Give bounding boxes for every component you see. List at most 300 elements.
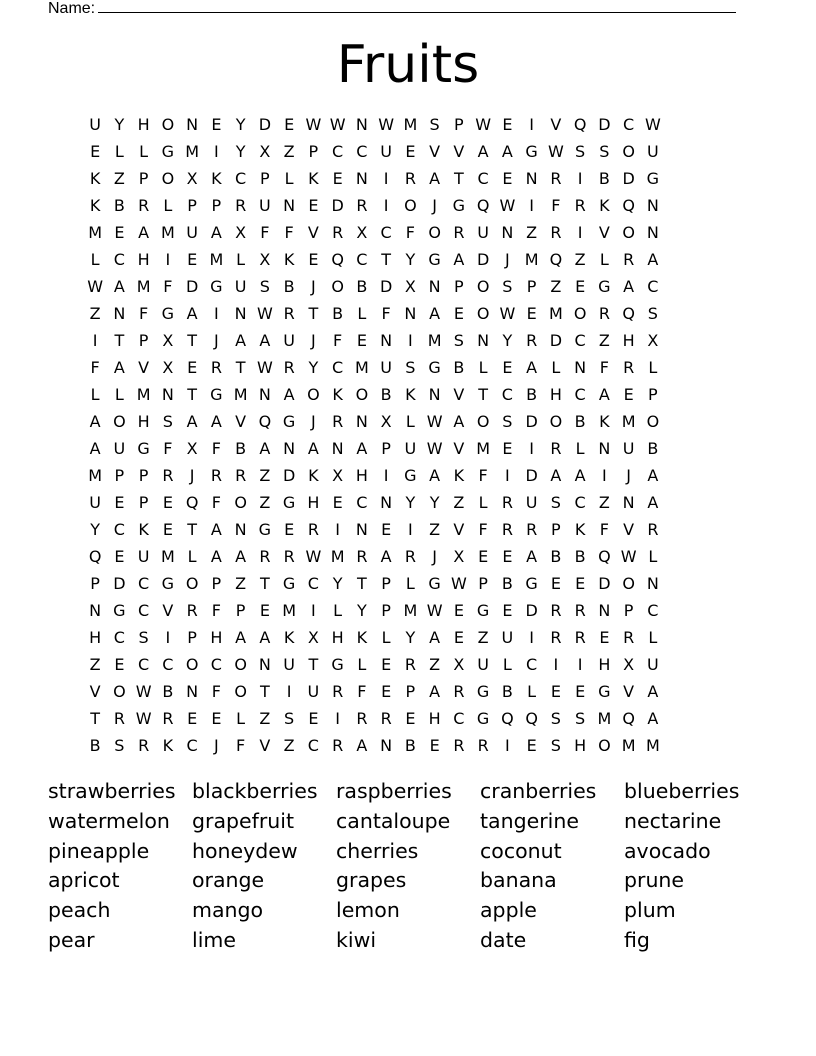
grid-letter[interactable]: O: [234, 682, 247, 701]
grid-letter[interactable]: E: [90, 142, 101, 161]
grid-letter[interactable]: L: [405, 412, 415, 431]
grid-letter[interactable]: U: [89, 493, 101, 512]
grid-letter[interactable]: O: [234, 493, 247, 512]
grid-letter[interactable]: S: [599, 142, 610, 161]
grid-letter[interactable]: F: [357, 682, 367, 701]
grid-letter[interactable]: L: [648, 358, 658, 377]
grid-letter[interactable]: I: [577, 655, 583, 674]
grid-letter[interactable]: Z: [283, 142, 295, 161]
grid-letter[interactable]: A: [89, 412, 101, 431]
grid-letter[interactable]: O: [185, 574, 199, 593]
grid-letter[interactable]: A: [647, 466, 659, 485]
grid-letter[interactable]: I: [214, 304, 219, 323]
grid-letter[interactable]: N: [646, 196, 659, 215]
grid-letter[interactable]: T: [90, 709, 101, 728]
grid-letter[interactable]: Q: [525, 709, 538, 728]
grid-letter[interactable]: V: [453, 385, 465, 404]
grid-letter[interactable]: Y: [405, 493, 416, 512]
grid-letter[interactable]: M: [233, 385, 248, 404]
grid-letter[interactable]: Q: [476, 196, 490, 215]
grid-letter[interactable]: V: [550, 115, 562, 134]
grid-letter[interactable]: E: [429, 736, 440, 755]
grid-letter[interactable]: L: [551, 358, 561, 377]
grid-letter[interactable]: W: [426, 412, 443, 431]
grid-letter[interactable]: F: [478, 466, 488, 485]
grid-letter[interactable]: E: [114, 223, 125, 242]
grid-letter[interactable]: B: [574, 547, 586, 566]
grid-letter[interactable]: S: [429, 115, 440, 134]
grid-letter[interactable]: J: [189, 466, 195, 485]
grid-letter[interactable]: Q: [185, 493, 199, 512]
grid-letter[interactable]: P: [551, 520, 561, 539]
grid-letter[interactable]: S: [502, 412, 513, 431]
grid-letter[interactable]: A: [550, 466, 562, 485]
grid-letter[interactable]: L: [478, 493, 488, 512]
grid-letter[interactable]: P: [454, 277, 464, 296]
grid-letter[interactable]: L: [90, 250, 100, 269]
grid-letter[interactable]: N: [258, 655, 271, 674]
grid-letter[interactable]: G: [428, 358, 441, 377]
grid-letter[interactable]: A: [210, 547, 222, 566]
grid-letter[interactable]: A: [380, 547, 392, 566]
grid-letter[interactable]: G: [210, 277, 223, 296]
grid-letter[interactable]: W: [644, 115, 661, 134]
grid-letter[interactable]: Z: [526, 223, 538, 242]
grid-letter[interactable]: X: [453, 547, 465, 566]
grid-letter[interactable]: X: [404, 277, 416, 296]
grid-letter[interactable]: F: [163, 277, 173, 296]
grid-letter[interactable]: G: [525, 142, 538, 161]
grid-letter[interactable]: R: [453, 682, 465, 701]
grid-letter[interactable]: R: [574, 196, 586, 215]
grid-letter[interactable]: P: [211, 574, 222, 593]
grid-letter[interactable]: I: [335, 709, 340, 728]
grid-letter[interactable]: B: [574, 412, 586, 431]
grid-letter[interactable]: E: [453, 304, 464, 323]
grid-letter[interactable]: V: [453, 142, 465, 161]
grid-letter[interactable]: W: [305, 547, 322, 566]
grid-letter[interactable]: R: [283, 358, 295, 377]
grid-letter[interactable]: Z: [259, 709, 271, 728]
grid-letter[interactable]: I: [553, 655, 559, 674]
grid-letter[interactable]: R: [647, 520, 659, 539]
grid-letter[interactable]: M: [354, 358, 369, 377]
grid-letter[interactable]: C: [623, 115, 635, 134]
grid-letter[interactable]: R: [210, 358, 222, 377]
grid-letter[interactable]: G: [598, 277, 611, 296]
grid-letter[interactable]: E: [599, 628, 610, 647]
grid-letter[interactable]: W: [499, 196, 516, 215]
grid-letter[interactable]: S: [453, 331, 464, 350]
grid-letter[interactable]: U: [404, 439, 417, 458]
grid-letter[interactable]: S: [138, 628, 149, 647]
grid-letter[interactable]: T: [114, 331, 125, 350]
grid-letter[interactable]: R: [235, 196, 247, 215]
grid-letter[interactable]: E: [187, 709, 198, 728]
grid-letter[interactable]: R: [574, 628, 586, 647]
grid-letter[interactable]: O: [355, 385, 369, 404]
grid-letter[interactable]: E: [550, 682, 561, 701]
grid-letter[interactable]: B: [380, 385, 392, 404]
grid-letter[interactable]: B: [113, 196, 125, 215]
grid-letter[interactable]: E: [211, 709, 222, 728]
grid-letter[interactable]: Y: [405, 628, 416, 647]
grid-letter[interactable]: U: [186, 223, 198, 242]
grid-letter[interactable]: E: [259, 601, 270, 620]
grid-letter[interactable]: C: [356, 493, 368, 512]
grid-letter[interactable]: I: [529, 439, 534, 458]
grid-letter[interactable]: C: [526, 655, 538, 674]
grid-letter[interactable]: I: [383, 196, 389, 215]
grid-letter[interactable]: W: [87, 277, 104, 296]
grid-letter[interactable]: I: [577, 169, 583, 188]
grid-letter[interactable]: N: [380, 331, 393, 350]
grid-letter[interactable]: W: [135, 709, 152, 728]
grid-letter[interactable]: G: [282, 574, 296, 593]
grid-letter[interactable]: V: [598, 223, 610, 242]
grid-letter[interactable]: U: [307, 682, 320, 701]
grid-letter[interactable]: J: [505, 250, 510, 269]
grid-letter[interactable]: S: [405, 358, 416, 377]
grid-letter[interactable]: G: [476, 709, 490, 728]
grid-letter[interactable]: Z: [477, 628, 489, 647]
grid-letter[interactable]: D: [282, 466, 296, 485]
grid-letter[interactable]: L: [381, 628, 391, 647]
grid-letter[interactable]: L: [357, 655, 367, 674]
grid-letter[interactable]: P: [138, 169, 149, 188]
grid-letter[interactable]: O: [476, 277, 490, 296]
grid-letter[interactable]: F: [599, 358, 609, 377]
grid-letter[interactable]: N: [355, 412, 368, 431]
grid-letter[interactable]: N: [355, 115, 368, 134]
grid-letter[interactable]: V: [623, 682, 635, 701]
grid-letter[interactable]: B: [526, 385, 538, 404]
grid-letter[interactable]: L: [502, 655, 512, 674]
grid-letter[interactable]: N: [258, 385, 271, 404]
grid-letter[interactable]: R: [550, 223, 562, 242]
grid-letter[interactable]: O: [573, 304, 587, 323]
grid-letter[interactable]: J: [432, 547, 437, 566]
grid-letter[interactable]: D: [185, 277, 199, 296]
grid-letter[interactable]: I: [165, 250, 171, 269]
grid-letter[interactable]: F: [163, 439, 173, 458]
grid-letter[interactable]: C: [307, 736, 319, 755]
grid-letter[interactable]: O: [646, 412, 660, 431]
grid-letter[interactable]: B: [647, 439, 659, 458]
grid-letter[interactable]: O: [161, 169, 175, 188]
grid-letter[interactable]: A: [356, 736, 368, 755]
grid-letter[interactable]: K: [211, 169, 222, 188]
grid-letter[interactable]: K: [574, 520, 586, 539]
grid-letter[interactable]: T: [259, 682, 270, 701]
grid-letter[interactable]: B: [550, 547, 562, 566]
grid-letter[interactable]: R: [623, 628, 635, 647]
grid-letter[interactable]: R: [526, 331, 538, 350]
grid-letter[interactable]: R: [574, 601, 586, 620]
grid-letter[interactable]: J: [214, 331, 219, 350]
grid-letter[interactable]: M: [136, 277, 151, 296]
grid-letter[interactable]: G: [258, 520, 272, 539]
grid-letter[interactable]: A: [647, 682, 659, 701]
grid-letter[interactable]: R: [138, 196, 150, 215]
grid-letter[interactable]: R: [404, 655, 416, 674]
grid-letter[interactable]: A: [235, 628, 247, 647]
grid-letter[interactable]: K: [599, 412, 610, 431]
grid-letter[interactable]: Z: [598, 493, 610, 512]
grid-letter[interactable]: W: [135, 682, 152, 701]
grid-letter[interactable]: P: [138, 466, 149, 485]
grid-letter[interactable]: Y: [235, 115, 246, 134]
grid-letter[interactable]: C: [113, 628, 125, 647]
grid-letter[interactable]: H: [89, 628, 102, 647]
grid-letter[interactable]: M: [185, 142, 200, 161]
grid-letter[interactable]: V: [138, 358, 150, 377]
grid-letter[interactable]: S: [575, 709, 586, 728]
grid-letter[interactable]: L: [527, 682, 537, 701]
grid-letter[interactable]: Y: [90, 520, 101, 539]
grid-letter[interactable]: A: [429, 466, 441, 485]
grid-letter[interactable]: V: [235, 412, 247, 431]
grid-letter[interactable]: P: [90, 574, 100, 593]
grid-letter[interactable]: Q: [501, 709, 514, 728]
grid-letter[interactable]: N: [355, 520, 368, 539]
grid-letter[interactable]: D: [525, 601, 538, 620]
grid-letter[interactable]: G: [404, 466, 417, 485]
grid-letter[interactable]: P: [187, 628, 197, 647]
grid-letter[interactable]: P: [381, 439, 391, 458]
grid-letter[interactable]: N: [186, 682, 199, 701]
grid-letter[interactable]: Q: [598, 547, 611, 566]
grid-letter[interactable]: I: [577, 223, 583, 242]
grid-letter[interactable]: G: [331, 655, 344, 674]
grid-letter[interactable]: F: [260, 223, 270, 242]
grid-letter[interactable]: D: [622, 169, 635, 188]
grid-letter[interactable]: P: [623, 601, 634, 620]
grid-letter[interactable]: Q: [258, 412, 272, 431]
grid-letter[interactable]: H: [137, 412, 150, 431]
grid-letter[interactable]: A: [113, 358, 125, 377]
grid-letter[interactable]: O: [331, 277, 344, 296]
grid-letter[interactable]: S: [575, 142, 586, 161]
grid-letter[interactable]: A: [429, 169, 441, 188]
grid-letter[interactable]: M: [427, 331, 442, 350]
grid-letter[interactable]: E: [502, 547, 513, 566]
grid-letter[interactable]: L: [599, 250, 609, 269]
grid-letter[interactable]: A: [647, 250, 659, 269]
grid-letter[interactable]: G: [598, 682, 611, 701]
grid-letter[interactable]: Y: [114, 115, 125, 134]
grid-letter[interactable]: W: [256, 304, 273, 323]
grid-letter[interactable]: Y: [356, 601, 367, 620]
grid-letter[interactable]: G: [282, 412, 296, 431]
grid-letter[interactable]: O: [307, 385, 320, 404]
grid-letter[interactable]: Z: [598, 331, 610, 350]
grid-letter[interactable]: M: [476, 439, 491, 458]
grid-letter[interactable]: W: [329, 115, 346, 134]
grid-letter[interactable]: E: [550, 574, 561, 593]
grid-letter[interactable]: N: [622, 493, 635, 512]
grid-letter[interactable]: N: [89, 601, 102, 620]
grid-letter[interactable]: N: [428, 277, 441, 296]
grid-letter[interactable]: E: [114, 655, 125, 674]
grid-letter[interactable]: O: [622, 223, 635, 242]
grid-letter[interactable]: E: [381, 682, 392, 701]
grid-letter[interactable]: L: [478, 358, 488, 377]
grid-letter[interactable]: U: [137, 547, 150, 566]
grid-letter[interactable]: R: [235, 466, 247, 485]
grid-letter[interactable]: M: [524, 250, 539, 269]
grid-letter[interactable]: R: [283, 547, 295, 566]
grid-letter[interactable]: U: [525, 493, 538, 512]
grid-letter[interactable]: E: [526, 736, 537, 755]
grid-letter[interactable]: R: [356, 547, 368, 566]
grid-letter[interactable]: W: [426, 601, 443, 620]
grid-letter[interactable]: Z: [550, 277, 562, 296]
grid-letter[interactable]: T: [187, 385, 198, 404]
grid-letter[interactable]: M: [597, 709, 612, 728]
grid-letter[interactable]: P: [138, 331, 149, 350]
grid-letter[interactable]: N: [283, 196, 296, 215]
grid-letter[interactable]: B: [598, 169, 610, 188]
grid-letter[interactable]: F: [478, 520, 488, 539]
grid-letter[interactable]: O: [476, 304, 490, 323]
grid-letter[interactable]: E: [405, 142, 416, 161]
grid-letter[interactable]: W: [620, 547, 637, 566]
grid-letter[interactable]: P: [454, 115, 464, 134]
grid-letter[interactable]: R: [623, 358, 635, 377]
grid-letter[interactable]: X: [623, 655, 635, 674]
grid-letter[interactable]: B: [162, 682, 174, 701]
grid-letter[interactable]: R: [113, 709, 125, 728]
grid-letter[interactable]: U: [647, 142, 659, 161]
grid-letter[interactable]: D: [379, 277, 393, 296]
grid-letter[interactable]: L: [114, 142, 124, 161]
grid-letter[interactable]: A: [113, 277, 125, 296]
grid-letter[interactable]: P: [260, 169, 270, 188]
grid-letter[interactable]: H: [137, 250, 150, 269]
grid-letter[interactable]: S: [284, 709, 295, 728]
grid-letter[interactable]: O: [622, 142, 635, 161]
grid-letter[interactable]: Q: [573, 115, 587, 134]
grid-letter[interactable]: I: [311, 601, 316, 620]
grid-letter[interactable]: X: [332, 466, 344, 485]
grid-letter[interactable]: X: [186, 439, 198, 458]
grid-letter[interactable]: U: [89, 115, 101, 134]
grid-letter[interactable]: C: [332, 142, 344, 161]
grid-letter[interactable]: V: [429, 142, 441, 161]
grid-letter[interactable]: W: [499, 304, 516, 323]
grid-letter[interactable]: N: [525, 169, 538, 188]
grid-letter[interactable]: G: [113, 601, 126, 620]
grid-letter[interactable]: A: [89, 439, 101, 458]
grid-letter[interactable]: E: [114, 547, 125, 566]
grid-letter[interactable]: D: [598, 574, 611, 593]
grid-letter[interactable]: L: [575, 439, 585, 458]
grid-letter[interactable]: E: [478, 547, 489, 566]
grid-letter[interactable]: K: [89, 196, 101, 215]
grid-letter[interactable]: E: [332, 493, 343, 512]
grid-letter[interactable]: C: [235, 169, 247, 188]
grid-letter[interactable]: O: [622, 574, 635, 593]
grid-letter[interactable]: F: [381, 304, 391, 323]
grid-letter[interactable]: E: [453, 628, 464, 647]
grid-letter[interactable]: C: [113, 250, 125, 269]
grid-letter[interactable]: H: [622, 331, 635, 350]
grid-letter[interactable]: X: [453, 655, 465, 674]
grid-letter[interactable]: W: [450, 574, 467, 593]
grid-letter[interactable]: X: [259, 142, 271, 161]
grid-letter[interactable]: Q: [622, 304, 635, 323]
grid-letter[interactable]: C: [113, 520, 125, 539]
grid-letter[interactable]: N: [113, 304, 126, 323]
grid-letter[interactable]: B: [356, 277, 368, 296]
grid-letter[interactable]: D: [331, 196, 344, 215]
grid-letter[interactable]: Z: [89, 304, 101, 323]
grid-letter[interactable]: O: [113, 682, 126, 701]
grid-letter[interactable]: K: [308, 169, 319, 188]
grid-letter[interactable]: K: [599, 196, 610, 215]
grid-letter[interactable]: L: [187, 547, 197, 566]
grid-letter[interactable]: N: [428, 385, 441, 404]
grid-letter[interactable]: C: [138, 601, 150, 620]
grid-letter[interactable]: C: [138, 655, 150, 674]
grid-letter[interactable]: N: [477, 331, 490, 350]
grid-letter[interactable]: L: [405, 574, 415, 593]
grid-letter[interactable]: N: [380, 736, 393, 755]
grid-letter[interactable]: H: [428, 709, 441, 728]
grid-letter[interactable]: I: [505, 466, 510, 485]
grid-letter[interactable]: G: [137, 439, 150, 458]
grid-letter[interactable]: S: [259, 277, 270, 296]
grid-letter[interactable]: O: [113, 412, 126, 431]
grid-letter[interactable]: S: [114, 736, 125, 755]
grid-letter[interactable]: I: [383, 466, 389, 485]
grid-letter[interactable]: E: [575, 682, 586, 701]
grid-letter[interactable]: V: [89, 682, 101, 701]
grid-letter[interactable]: T: [187, 520, 198, 539]
grid-letter[interactable]: Q: [88, 547, 102, 566]
grid-letter[interactable]: C: [647, 277, 659, 296]
grid-letter[interactable]: P: [211, 196, 222, 215]
grid-letter[interactable]: O: [161, 115, 175, 134]
grid-letter[interactable]: K: [453, 466, 465, 485]
grid-letter[interactable]: A: [235, 547, 247, 566]
grid-letter[interactable]: A: [356, 439, 368, 458]
grid-letter[interactable]: M: [160, 547, 175, 566]
grid-letter[interactable]: J: [311, 412, 316, 431]
grid-letter[interactable]: N: [186, 115, 199, 134]
grid-letter[interactable]: M: [136, 385, 151, 404]
grid-letter[interactable]: A: [210, 520, 222, 539]
grid-letter[interactable]: E: [284, 115, 295, 134]
grid-letter[interactable]: A: [307, 439, 319, 458]
grid-letter[interactable]: T: [308, 304, 319, 323]
grid-letter[interactable]: X: [307, 628, 319, 647]
grid-letter[interactable]: J: [432, 196, 437, 215]
grid-letter[interactable]: M: [621, 736, 636, 755]
grid-letter[interactable]: M: [645, 736, 660, 755]
grid-letter[interactable]: E: [308, 196, 319, 215]
grid-letter[interactable]: R: [186, 601, 198, 620]
grid-letter[interactable]: A: [647, 493, 659, 512]
grid-letter[interactable]: C: [453, 709, 465, 728]
grid-letter[interactable]: H: [307, 493, 320, 512]
grid-letter[interactable]: Y: [308, 358, 319, 377]
grid-letter[interactable]: C: [574, 493, 586, 512]
grid-letter[interactable]: W: [547, 142, 564, 161]
grid-letter[interactable]: S: [162, 412, 173, 431]
grid-letter[interactable]: W: [305, 115, 322, 134]
